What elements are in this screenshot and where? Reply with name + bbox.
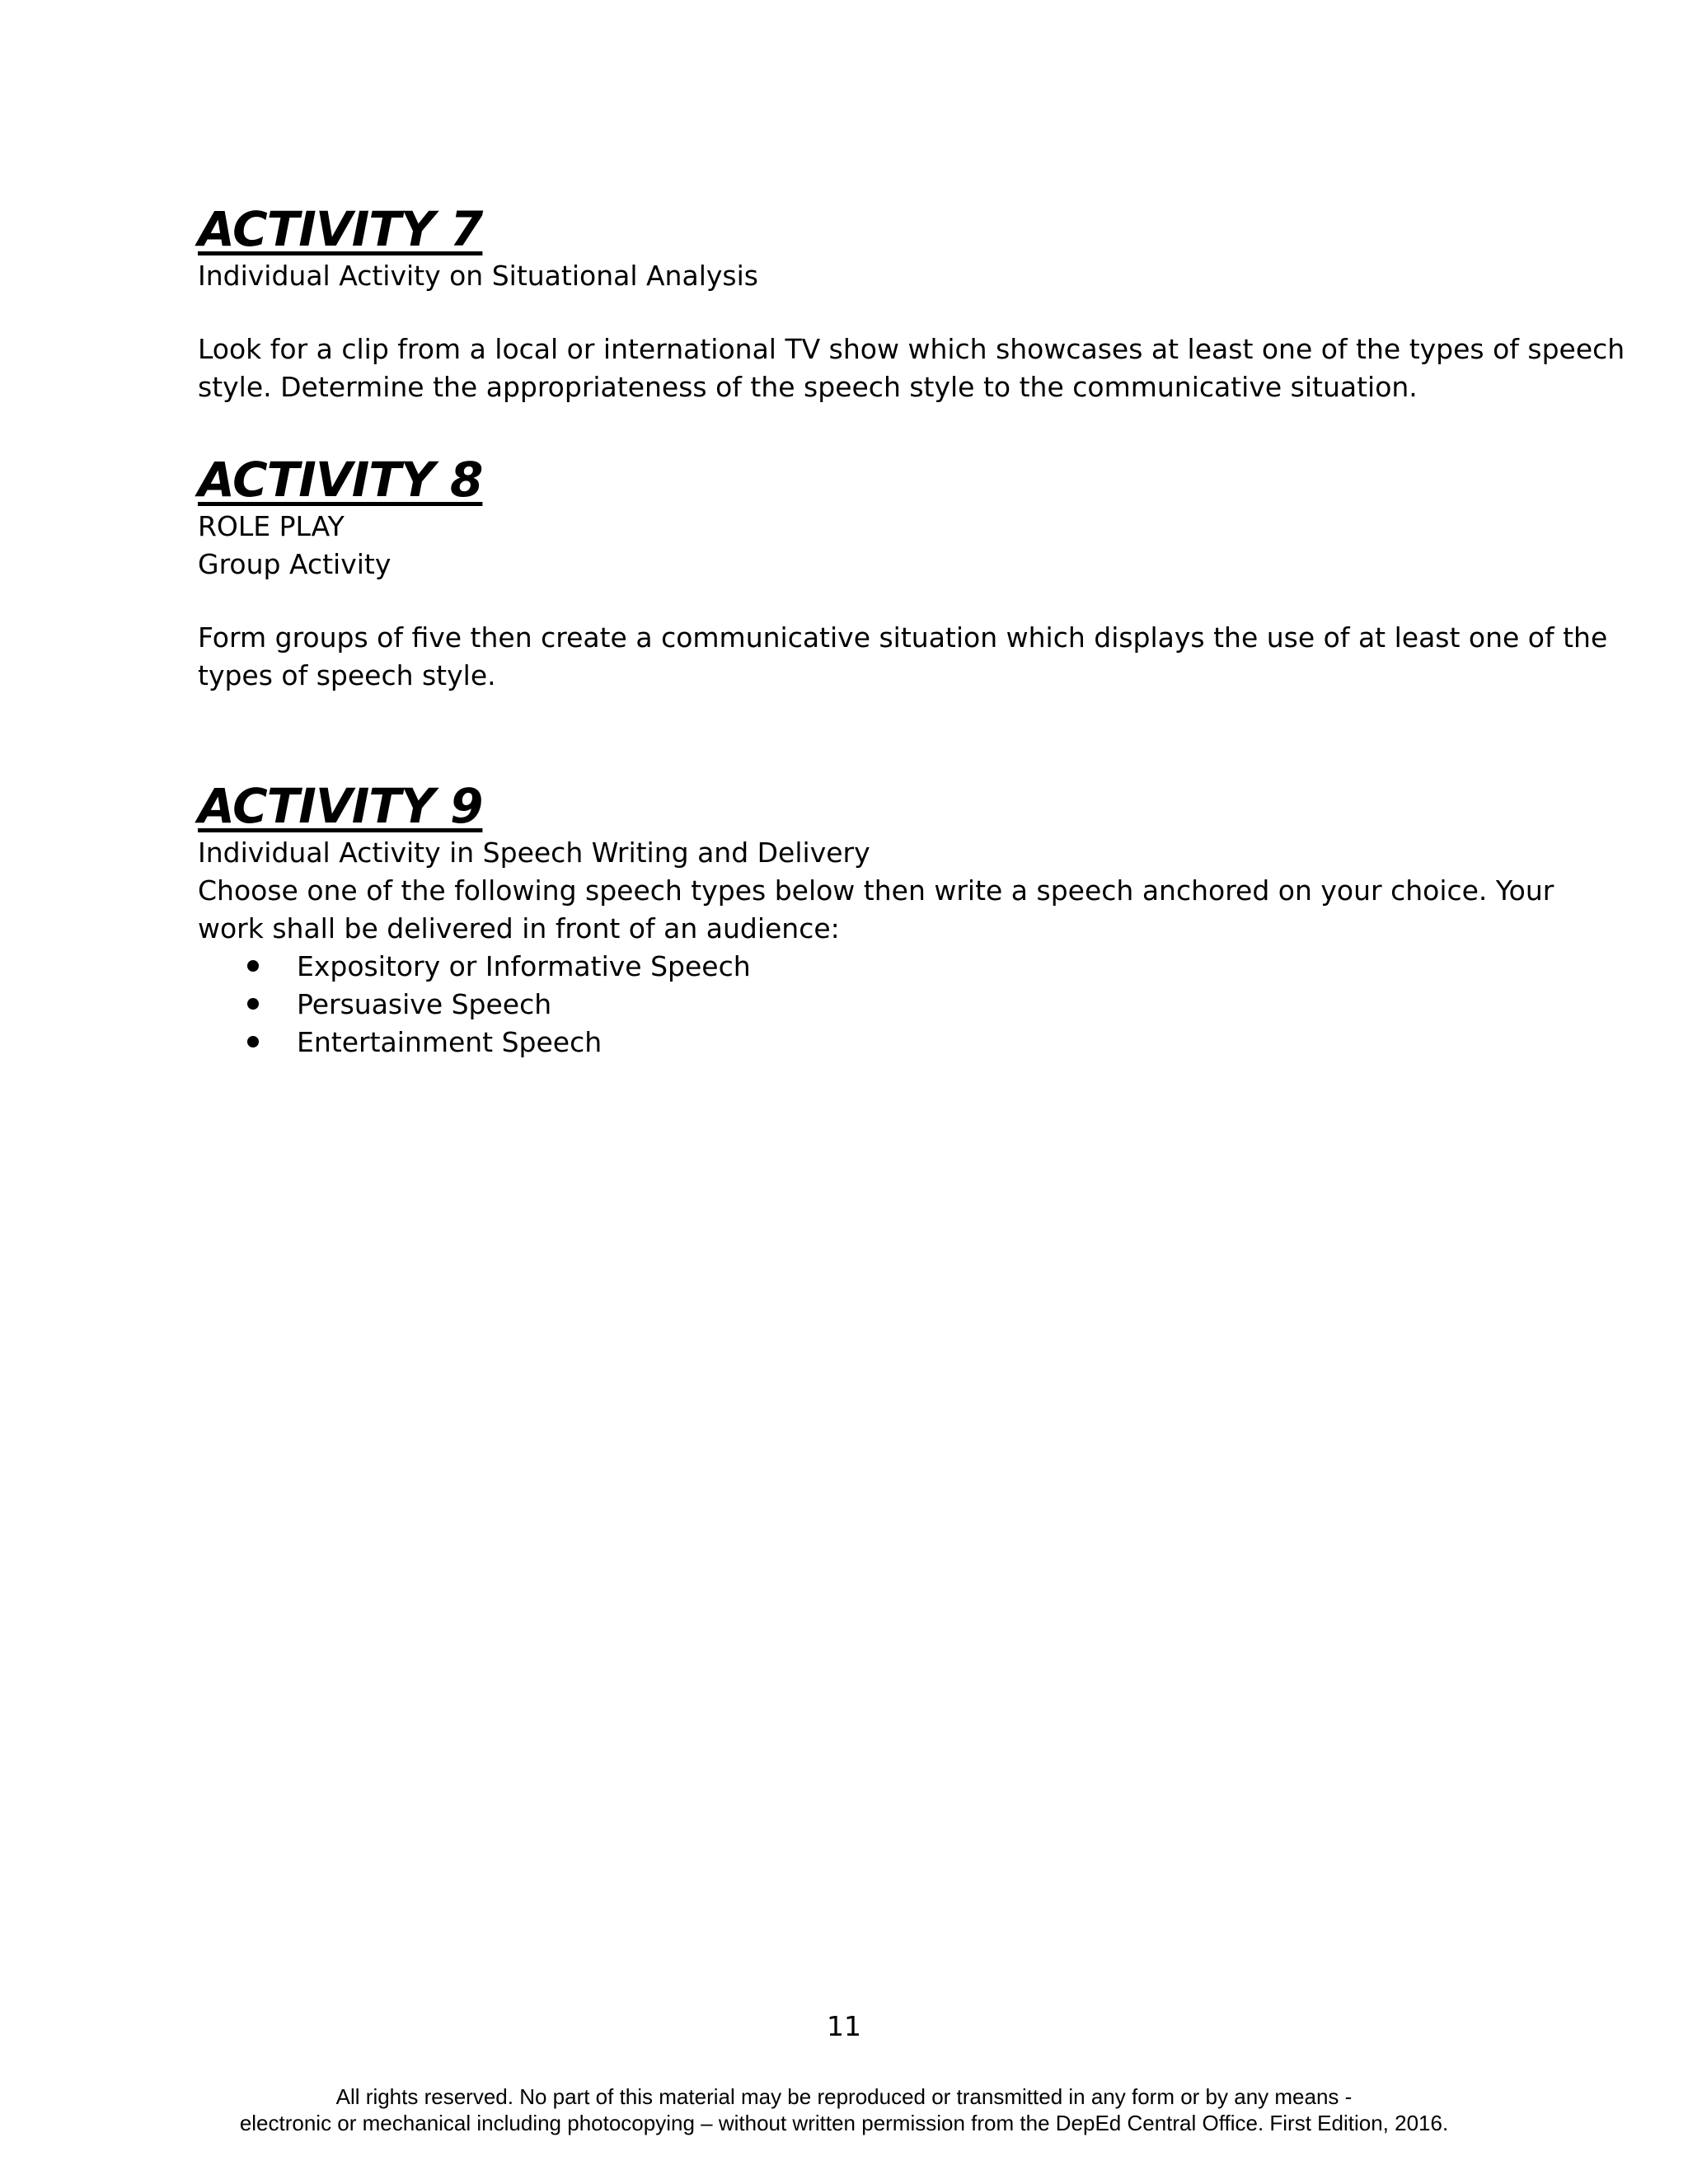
activity-8-instruction-line-2: types of speech style.	[198, 659, 496, 691]
activity-8-section	[198, 452, 1608, 695]
list-item	[198, 986, 1517, 1024]
activity-7-instruction-line-2: style. Determine the appropriateness of the speech style to the communicative situation.	[198, 371, 1418, 403]
activity-9-heading: ACTIVITY 9	[198, 778, 483, 834]
copyright-footer	[0, 2083, 1688, 2136]
page-number: 11	[827, 2010, 861, 2042]
activity-7-section	[198, 201, 1625, 406]
activity-7-subtitle: Individual Activity on Situational Analysis	[198, 260, 758, 292]
bullet-icon	[247, 1036, 259, 1047]
speech-type-label: Persuasive Speech	[297, 988, 552, 1020]
footer-line-2: electronic or mechanical including photocopying – without written permission from the DepEd Central Office. First Edition, 2016.	[239, 2111, 1449, 2135]
activity-7-heading: ACTIVITY 7	[198, 201, 483, 257]
activity-8-heading: ACTIVITY 8	[198, 452, 483, 508]
activity-8-instruction-line-1: Form groups of five then create a communicative situation which displays the use of at least one of the	[198, 621, 1608, 654]
speech-type-label: Entertainment Speech	[297, 1026, 603, 1058]
activity-9-section	[198, 778, 1554, 1062]
activity-7-instruction-line-1: Look for a clip from a local or international TV show which showcases at least one of the types of speech	[198, 333, 1625, 365]
bullet-icon	[247, 960, 259, 972]
speech-types-list	[198, 948, 1517, 1062]
activity-8-subtitle-group-activity: Group Activity	[198, 548, 392, 580]
activity-8-subtitle-role-play: ROLE PLAY	[198, 510, 345, 542]
activity-9-subtitle: Individual Activity in Speech Writing and Delivery	[198, 837, 870, 869]
activity-9-instruction-line-1: Choose one of the following speech types below then write a speech anchored on your choice. Your	[198, 874, 1554, 907]
activity-9-instruction-line-2: work shall be delivered in front of an audience:	[198, 912, 840, 944]
footer-line-1: All rights reserved. No part of this material may be reproduced or transmitted in any form or by any means -	[335, 2084, 1353, 2109]
list-item	[198, 1024, 1517, 1062]
list-item	[198, 948, 1517, 986]
speech-type-label: Expository or Informative Speech	[297, 950, 751, 982]
bullet-icon	[247, 998, 259, 1010]
